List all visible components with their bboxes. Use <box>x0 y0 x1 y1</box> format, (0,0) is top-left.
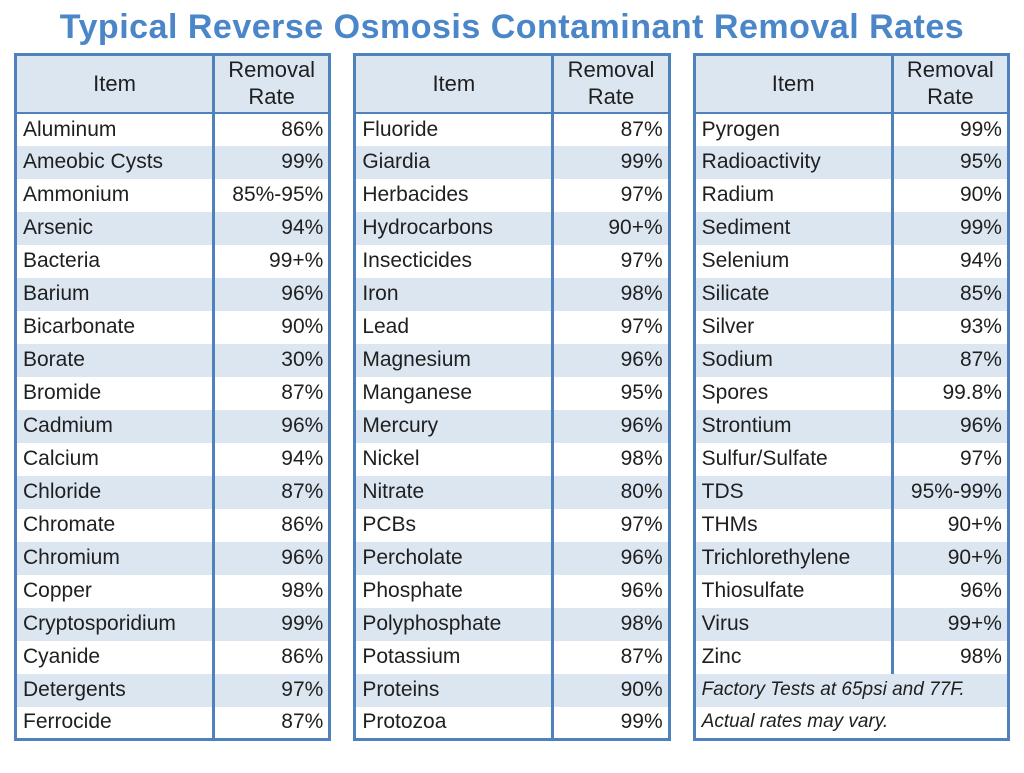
removal-rates-table-2 <box>353 53 670 741</box>
removal-rate-cell: 96% <box>214 542 330 575</box>
table-row <box>694 311 1008 344</box>
table-row <box>355 542 669 575</box>
removal-rate-cell: 99+% <box>269 249 324 272</box>
item-cell: Percholate <box>355 542 553 575</box>
item-cell: Thiosulfate <box>694 575 892 608</box>
removal-rate-cell: 87% <box>620 645 663 668</box>
table-row <box>355 344 669 377</box>
item-cell: Borate <box>16 344 214 377</box>
table-row <box>694 608 1008 641</box>
item-cell: Ferrocide <box>16 707 214 740</box>
item-cell: Protozoa <box>355 707 553 740</box>
removal-rate-cell: 97% <box>620 513 663 536</box>
removal-rates-table-1 <box>14 53 331 741</box>
item-cell: Arsenic <box>16 212 214 245</box>
removal-rate-cell: 90% <box>553 674 669 707</box>
removal-rate-cell: 86% <box>281 117 324 141</box>
removal-rate-cell: 96% <box>214 410 330 443</box>
item-cell: Ameobic Cysts <box>16 146 214 179</box>
table-row <box>16 146 330 179</box>
removal-rate-cell: 99% <box>214 608 330 641</box>
table-row <box>16 608 330 641</box>
removal-rates-table-3 <box>693 53 1010 741</box>
table-row <box>355 245 669 278</box>
removal-rate-cell: 97% <box>620 315 663 338</box>
footnote-text: Actual rates may vary. <box>701 711 889 733</box>
removal-rate-column-header: Removal Rate <box>892 55 1008 113</box>
removal-rate-cell: 90% <box>281 315 324 338</box>
removal-rate-cell: 90% <box>959 183 1002 206</box>
footnote-text: Factory Tests at 65psi and 77F. <box>694 674 1008 707</box>
table-row <box>694 443 1008 476</box>
removal-rate-column-header: Removal Rate <box>553 55 669 113</box>
item-cell: TDS <box>694 476 892 509</box>
header-row <box>694 55 1008 113</box>
table-row <box>355 377 669 410</box>
table-row <box>16 641 330 674</box>
removal-rate-cell: 96% <box>214 278 330 311</box>
removal-rate-cell: 98% <box>553 608 669 641</box>
table-row <box>16 245 330 278</box>
table-row <box>355 146 669 179</box>
footnote-row <box>694 707 1008 740</box>
removal-rate-cell: 87% <box>281 710 324 734</box>
table-row <box>355 278 669 311</box>
item-cell: Hydrocarbons <box>355 212 553 245</box>
item-cell: Spores <box>694 377 892 410</box>
removal-rate-cell: 96% <box>892 410 1008 443</box>
item-cell: Lead <box>355 311 553 344</box>
table-row <box>694 641 1008 674</box>
page-title: Typical Reverse Osmosis Contaminant Removal Rates <box>59 8 965 46</box>
table-row <box>355 443 669 476</box>
table-row <box>16 410 330 443</box>
removal-rate-cell: 90+% <box>892 542 1008 575</box>
item-cell: Ammonium <box>16 179 214 212</box>
item-cell: Nickel <box>355 443 553 476</box>
removal-rate-cell: 96% <box>620 579 663 602</box>
removal-rate-cell: 98% <box>620 447 663 470</box>
removal-rate-cell: 96% <box>553 542 669 575</box>
removal-rate-cell: 86% <box>281 645 324 668</box>
header-row <box>16 55 330 113</box>
item-cell: PCBs <box>355 509 553 542</box>
table-row <box>694 410 1008 443</box>
table-row <box>694 245 1008 278</box>
table-row <box>694 377 1008 410</box>
item-cell: Bacteria <box>16 245 214 278</box>
removal-rate-cell: 85%-95% <box>232 183 324 206</box>
item-cell: Nitrate <box>355 476 553 509</box>
footnote-row <box>694 674 1008 707</box>
removal-rate-cell: 99% <box>959 117 1002 141</box>
table-row <box>16 311 330 344</box>
item-cell: Trichlorethylene <box>694 542 892 575</box>
removal-rate-cell: 96% <box>553 344 669 377</box>
item-cell: Phosphate <box>355 575 553 608</box>
table-row <box>694 542 1008 575</box>
removal-rate-cell: 99% <box>214 146 330 179</box>
table-row <box>355 476 669 509</box>
table-row <box>16 212 330 245</box>
item-cell: Pyrogen <box>694 113 892 146</box>
removal-rate-cell: 94% <box>214 212 330 245</box>
item-cell: Zinc <box>694 641 892 674</box>
table-row <box>694 146 1008 179</box>
table-row <box>355 674 669 707</box>
removal-rate-cell: 98% <box>959 645 1002 668</box>
item-cell: Barium <box>16 278 214 311</box>
removal-rate-cell: 99+% <box>892 608 1008 641</box>
removal-rate-cell: 90+% <box>553 212 669 245</box>
item-cell: Chromium <box>16 542 214 575</box>
item-cell: Giardia <box>355 146 553 179</box>
removal-rate-cell: 87% <box>214 476 330 509</box>
item-cell: Potassium <box>355 641 553 674</box>
removal-rate-cell: 94% <box>959 249 1002 272</box>
table-row <box>694 179 1008 212</box>
item-cell: Sediment <box>694 212 892 245</box>
item-cell: Proteins <box>355 674 553 707</box>
table-row <box>694 113 1008 146</box>
removal-rate-cell: 94% <box>281 447 324 470</box>
removal-rate-cell: 98% <box>553 278 669 311</box>
removal-rate-cell: 85% <box>892 278 1008 311</box>
removal-rate-cell: 97% <box>214 674 330 707</box>
table-row <box>16 476 330 509</box>
item-cell: Iron <box>355 278 553 311</box>
item-cell: Magnesium <box>355 344 553 377</box>
item-cell: Copper <box>16 575 214 608</box>
item-cell: Polyphosphate <box>355 608 553 641</box>
removal-rate-cell: 87% <box>281 381 324 404</box>
removal-rate-cell: 96% <box>553 410 669 443</box>
removal-rate-cell: 99% <box>553 146 669 179</box>
table-row <box>694 344 1008 377</box>
item-cell: Chloride <box>16 476 214 509</box>
table-row <box>16 278 330 311</box>
removal-rate-cell: 97% <box>620 249 663 272</box>
removal-rate-cell: 80% <box>553 476 669 509</box>
removal-rate-cell: 93% <box>959 315 1002 338</box>
item-cell: Aluminum <box>16 113 214 146</box>
item-cell: THMs <box>694 509 892 542</box>
table-row <box>694 575 1008 608</box>
table-row <box>694 212 1008 245</box>
removal-rate-column-header: Removal Rate <box>214 55 330 113</box>
removal-rate-cell: 95%-99% <box>892 476 1008 509</box>
item-cell: Silicate <box>694 278 892 311</box>
removal-rate-cell: 99% <box>620 710 663 734</box>
table-row <box>16 674 330 707</box>
table-row <box>355 575 669 608</box>
item-cell: Herbacides <box>355 179 553 212</box>
item-cell: Silver <box>694 311 892 344</box>
item-column-header: Item <box>16 55 214 113</box>
removal-rate-cell: 87% <box>620 117 663 141</box>
item-cell: Cryptosporidium <box>16 608 214 641</box>
table-row <box>16 707 330 740</box>
table-row <box>355 311 669 344</box>
item-cell: Cyanide <box>16 641 214 674</box>
item-cell: Sulfur/Sulfate <box>694 443 892 476</box>
removal-rate-cell: 98% <box>281 579 324 602</box>
removal-rate-cell: 95% <box>620 381 663 404</box>
table-row <box>355 707 669 740</box>
table-row <box>16 575 330 608</box>
item-cell: Detergents <box>16 674 214 707</box>
item-cell: Calcium <box>16 443 214 476</box>
table-row <box>355 641 669 674</box>
item-cell: Bromide <box>16 377 214 410</box>
item-cell: Fluoride <box>355 113 553 146</box>
table-row <box>355 179 669 212</box>
item-cell: Bicarbonate <box>16 311 214 344</box>
removal-rate-cell: 87% <box>892 344 1008 377</box>
item-cell: Strontium <box>694 410 892 443</box>
table-row <box>694 278 1008 311</box>
table-row <box>355 212 669 245</box>
item-column-header: Item <box>694 55 892 113</box>
item-cell: Virus <box>694 608 892 641</box>
removal-rate-cell: 95% <box>892 146 1008 179</box>
item-cell: Mercury <box>355 410 553 443</box>
removal-rate-cell: 86% <box>281 513 324 536</box>
removal-rate-cell: 96% <box>959 579 1002 602</box>
item-cell: Cadmium <box>16 410 214 443</box>
table-row <box>16 113 330 146</box>
tables-container <box>0 53 1024 741</box>
table-row <box>16 443 330 476</box>
table-row <box>16 542 330 575</box>
table-row <box>694 509 1008 542</box>
item-cell: Radioactivity <box>694 146 892 179</box>
slide-page <box>0 8 1024 741</box>
table-row <box>355 113 669 146</box>
item-cell: Insecticides <box>355 245 553 278</box>
table-row <box>16 509 330 542</box>
item-cell: Selenium <box>694 245 892 278</box>
item-cell: Radium <box>694 179 892 212</box>
removal-rate-cell: 30% <box>214 344 330 377</box>
item-cell: Manganese <box>355 377 553 410</box>
item-cell: Sodium <box>694 344 892 377</box>
table-row <box>355 608 669 641</box>
removal-rate-cell: 97% <box>620 183 663 206</box>
table-row <box>355 410 669 443</box>
table-row <box>16 344 330 377</box>
removal-rate-cell: 97% <box>959 447 1002 470</box>
removal-rate-cell: 99.8% <box>942 381 1002 404</box>
table-row <box>16 377 330 410</box>
item-cell: Chromate <box>16 509 214 542</box>
table-row <box>16 179 330 212</box>
table-row <box>694 476 1008 509</box>
removal-rate-cell: 99% <box>892 212 1008 245</box>
removal-rate-cell: 90+% <box>947 513 1002 536</box>
item-column-header: Item <box>355 55 553 113</box>
header-row <box>355 55 669 113</box>
table-row <box>355 509 669 542</box>
